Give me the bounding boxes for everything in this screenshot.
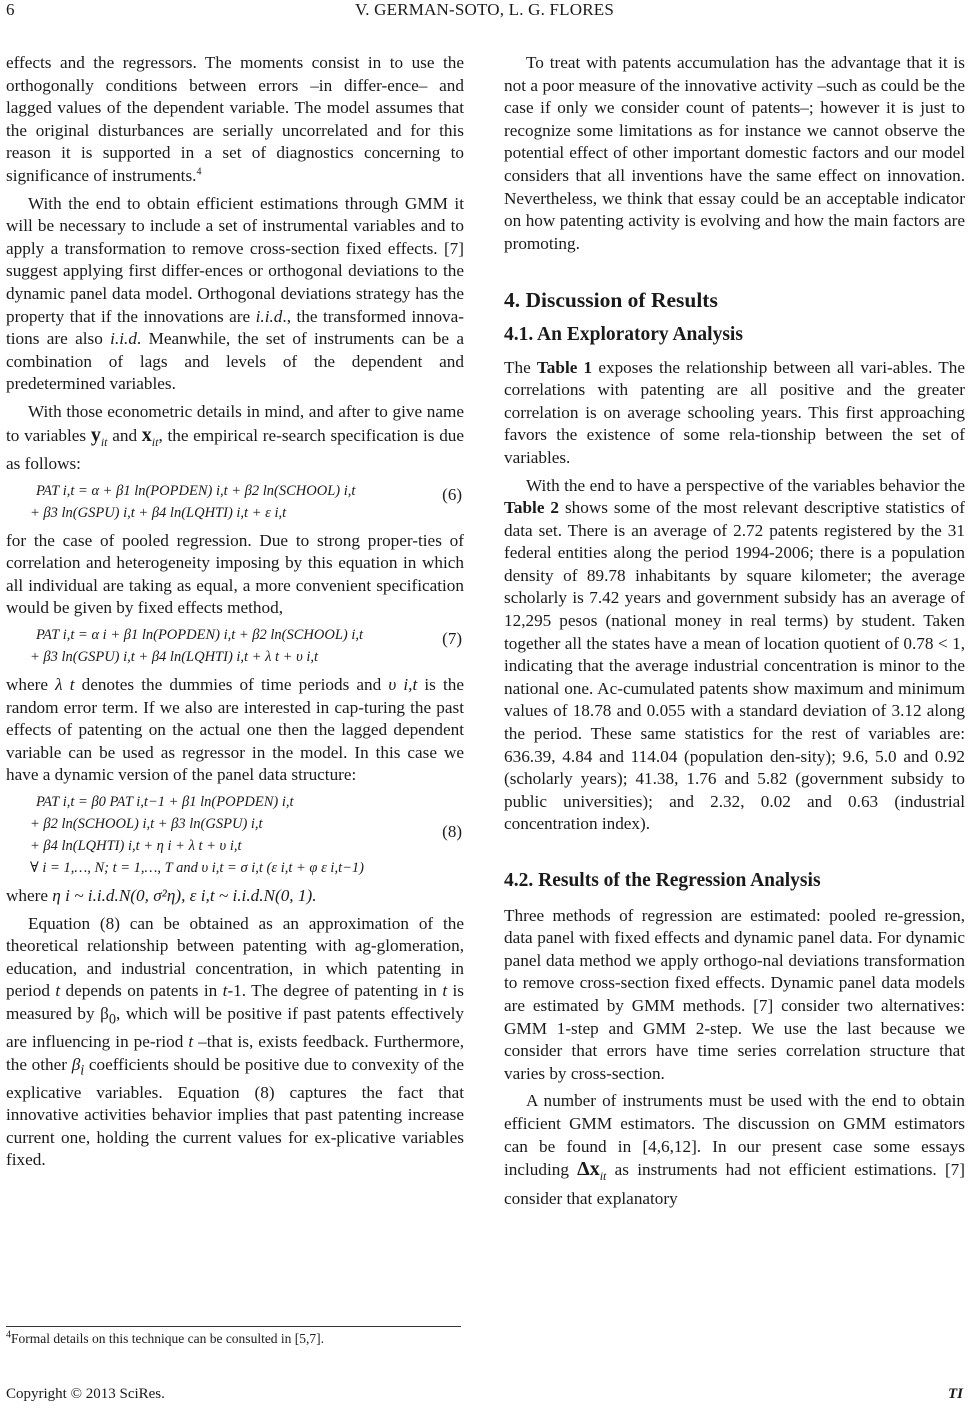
table-reference: Table 1 <box>536 357 593 377</box>
equation-number: (7) <box>442 629 462 649</box>
journal-abbrev: TI <box>948 1386 963 1402</box>
variable-x <box>141 423 159 449</box>
equation-7 <box>6 624 464 668</box>
subsection-heading: 4.1. An Exploratory Analysis <box>504 323 743 345</box>
text: . Meanwhile, the set of instruments can be a combination of lags and levels of the dependent and predetermined variables. <box>6 329 464 394</box>
equation-line: + β2 ln(SCHOOL) i,t + β3 ln(GSPU) i,t <box>30 816 263 833</box>
left-paragraph-5 <box>6 674 464 787</box>
footnote-divider <box>6 1326 461 1327</box>
vec-symbol: y <box>90 423 101 446</box>
right-column <box>504 52 965 1210</box>
math-symbol: t <box>222 981 228 1001</box>
inline-equation: η i ~ i.i.d.N(0, σ²η), ε i,t ~ i.i.d.N(0, 1). <box>52 886 317 906</box>
math-symbol: β <box>71 1054 81 1074</box>
copyright: Copyright © 2013 SciRes. <box>6 1386 165 1402</box>
text: is measured by β <box>6 981 464 1023</box>
math-symbol: υ i,t <box>388 675 418 695</box>
left-paragraph-6 <box>6 885 464 908</box>
text: where <box>6 886 53 906</box>
text: With the end to obtain efficient estimations through GMM it will be necessary to include a set of instrumental variables and to apply a transformation to remove cross-section fixed effects. [7] suggest applying first differ-ences or orthogonal deviations to the dynamic panel data model. Orthogonal deviations strategy has the property that if the innovations are <box>6 193 464 326</box>
text: The <box>504 357 537 377</box>
variable-delta-x <box>577 1158 607 1184</box>
subscript: 0 <box>108 1011 117 1028</box>
equation-number: (6) <box>442 484 462 504</box>
vec-symbol: Δx <box>577 1158 600 1181</box>
equation-line: PAT i,t = α i + β1 ln(POPDEN) i,t + β2 ln(SCHOOL) i,t <box>36 627 364 644</box>
text: , the empirical re-search specification is due as follows: <box>6 425 465 474</box>
equation-line: PAT i,t = α + β1 ln(POPDEN) i,t + β2 ln(SCHOOL) i,t <box>36 482 356 499</box>
text: Equation (8) can be obtained as an approximation of the theoretical relationship between patenting with ag-glomeration, education, and industrial concentration, in which patenting in period <box>6 913 464 1001</box>
vec-subscript: it <box>151 434 159 449</box>
math-symbol: λ t <box>55 675 75 695</box>
equation-line: ∀ i = 1,…, N; t = 1,…, T and υ i,t = σ i,t (ε i,t + φ ε i,t−1) <box>30 860 364 877</box>
text: is the random error term. If we also are interested in cap-turing the past effects of patenting on the actual one then the lagged dependent variable can be used as regressor in the model. In this case we have a dynamic version of the panel data structure: <box>6 675 464 785</box>
text: With those econometric details in mind, and after to give name to variables <box>6 401 464 445</box>
italic-term: i.i.d <box>255 306 283 326</box>
right-paragraph-5 <box>504 1090 965 1210</box>
math-symbol: t <box>188 1032 194 1052</box>
left-paragraph-7 <box>6 913 464 1172</box>
equation-number: (8) <box>442 822 462 842</box>
text: where <box>6 675 56 695</box>
text: as instruments had not efficient estimations. [7] consider that explanatory <box>504 1160 965 1208</box>
footnote-text: Formal details on this technique can be consulted in [5,7]. <box>11 1331 325 1346</box>
footnote <box>6 1331 324 1347</box>
text: shows some of the most relevant descriptive statistics of data set. There is an average of 2.72 patents registered by the 31 federal entities along the period 1994-2006; there is a population density of 89.78 inhabitants by square kilometer; the average scholarly is 7.42 years and government subsidy has an average of 12,295 pesos (national money in real terms) by student. Taken together all the states have a mean of location quotient of 0.78 < 1, indicating that the average industrial concentration is minor to the national one. Ac-cumulated patents show maximum and minimum values of 18.78 and 0.055 with a standard deviation of 3.12 along the period. These same statistics for the rest of variables are: 636.39, 4.84 and 114.04 (population den-sity); 9.6, 5.0 and 0.92 (scholarly years); 41.38, 1.76 and 5.82 (government subsidy to public universities); and 2.32, 0.02 and 0.63 (industrial concentration index). <box>504 498 965 834</box>
math-symbol: t <box>55 981 61 1001</box>
right-paragraph-2 <box>504 357 965 470</box>
footnote-mark: 4 <box>6 1329 11 1341</box>
right-paragraph-4: Three methods of regression are estimated: pooled re-gression, data panel with fixed effects and dynamic panel data. For dynamic panel data method we apply orthogo-nal deviations transformation to remove cross-section fixed effects. Dynamic panel data models are estimated by GMM methods. [7] consider two alternatives: GMM 1-step and GMM 2-step. We use the last because we consider that errors have time series correlation structure that varies by cross-section. <box>504 905 965 1083</box>
text: , which will be positive if past patents effectively are influencing in pe-riod <box>6 1004 464 1052</box>
equation-line: + β4 ln(LQHTI) i,t + η i + λ t + υ i,t <box>30 838 242 855</box>
equation-line: + β3 ln(GSPU) i,t + β4 ln(LQHTI) i,t + λ t + υ i,t <box>30 649 319 666</box>
left-paragraph-2 <box>6 193 464 396</box>
left-paragraph-1 <box>6 52 464 188</box>
vec-symbol: x <box>141 423 152 446</box>
vec-subscript: it <box>599 1169 607 1184</box>
section-heading: 4. Discussion of Results <box>504 288 718 313</box>
equation-8 <box>6 791 464 879</box>
running-head: V. GERMAN-SOTO, L. G. FLORES <box>354 0 615 19</box>
text: depends on patents in <box>60 981 223 1001</box>
text: and <box>107 425 142 445</box>
text: With the end to have a perspective of the variables behavior the <box>526 475 965 495</box>
vec-subscript: it <box>100 434 108 449</box>
text: denotes the dummies of time periods and <box>74 675 389 695</box>
text: A number of instruments must be used with the end to obtain efficient GMM estimators. The discussion on GMM estimators can be found in [4,6,12]. In our present case some essays including <box>504 1091 965 1180</box>
left-paragraph-3 <box>6 401 464 476</box>
footnote-ref: 4 <box>196 166 202 178</box>
variable-y <box>90 423 108 449</box>
text: exposes the relationship between all vari-ables. The correlations with patenting are all positive and the greater correlation is on average schooling years. This first approaching favors the existence of some rela-tionship between the set of variables. <box>504 357 965 467</box>
equation-6 <box>6 480 464 524</box>
text: ., the transformed innova-tions are also <box>6 306 465 349</box>
table-reference: Table 2 <box>504 498 560 518</box>
text: -1. The degree of patenting in <box>227 981 443 1001</box>
subsection-heading: 4.2. Results of the Regression Analysis <box>504 870 821 891</box>
equation-line: + β3 ln(GSPU) i,t + β4 ln(LQHTI) i,t + ε i,t <box>30 504 287 521</box>
text: coefficients should be positive due to convexity of the explicative variables. Equation (8) captures the fact that innovative activities behavior implies that past patenting increase current one, holding the current values for ex-plicative variables fixed. <box>6 1054 464 1170</box>
italic-term: i.i.d <box>110 329 137 349</box>
left-column <box>6 52 464 1172</box>
page-number: 6 <box>6 0 15 19</box>
text: –that is, exists feedback. Furthermore, the other <box>6 1032 464 1074</box>
math-symbol: t <box>442 981 448 1001</box>
subscript: i <box>80 1062 85 1079</box>
equation-line: PAT i,t = β0 PAT i,t−1 + β1 ln(POPDEN) i,t <box>36 794 294 811</box>
text: effects and the regressors. The moments consist in to use the orthogonally conditions between errors –in differ-ence– and lagged values of the dependent variable. The model assumes that the original disturbances are serially uncorrelated and for this reason it is supported in a set of diagnostics concerning to significance of instruments. <box>6 53 464 185</box>
left-paragraph-4: for the case of pooled regression. Due to strong proper-ties of correlation and heterogeneity imposing by this equation in which all individual are taking as equal, a more convenient specification would be given by fixed effects method, <box>6 530 464 618</box>
right-paragraph-1: To treat with patents accumulation has the advantage that it is not a poor measure of the innovative activity –such as could be the case if only we consider count of patents–; however it is just to recognize some limitations as for instance we cannot observe the potential effect of other important domestic factors and our model considers that all inventions have the same effect on innovation. Nevertheless, we think that essay could be an acceptable indicator on how patenting activity is evolving and how the main factors are promoting. <box>504 53 965 253</box>
right-paragraph-3 <box>504 475 965 837</box>
